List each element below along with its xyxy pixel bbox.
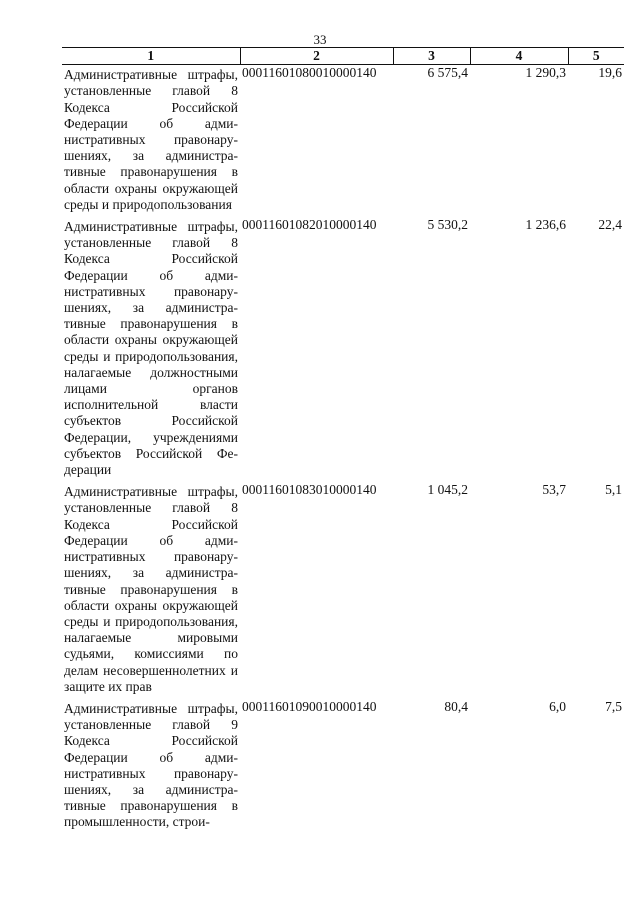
budget-table — [62, 47, 624, 835]
column-header-1: 1 — [62, 48, 240, 65]
column-header-2: 2 — [240, 48, 393, 65]
row-value-col5: 22,4 — [598, 217, 622, 233]
row-value-col3: 80,4 — [444, 698, 468, 714]
row-value-col4: 1 236,6 — [525, 217, 566, 233]
row-code: 00011601082010000140 — [242, 217, 377, 233]
row-value-col4: 6,0 — [549, 698, 566, 714]
row-value-col5: 7,5 — [605, 698, 622, 714]
table-row — [62, 65, 624, 217]
row-value-col5: 19,6 — [598, 65, 622, 81]
table-row — [62, 482, 624, 699]
column-header-5: 5 — [568, 48, 624, 65]
row-value-col4: 1 290,3 — [525, 65, 566, 81]
row-value-col3: 6 575,4 — [427, 65, 468, 81]
row-value-col5: 5,1 — [605, 482, 622, 498]
row-description: Административные штрафы, установленные главой 8 Кодекса Российской Федерации об административных правонарушениях, за административные правонарушения в области охраны окружающей среды и природопользования, налагаемые должностными лицами органов исполнительной власти субъектов Российской Федерации, учреждениями субъектов Российской Федерации — [64, 219, 238, 478]
row-value-col3: 1 045,2 — [427, 482, 468, 498]
row-description: Административные штрафы, установленные главой 8 Кодекса Российской Федерации об административных правонарушениях, за административные правонарушения в области охраны окружающей среды и природопользования — [64, 67, 238, 212]
row-value-col4: 53,7 — [542, 482, 566, 498]
row-code: 00011601090010000140 — [242, 698, 377, 714]
row-description: Административные штрафы, установленные главой 9 Кодекса Российской Федерации об административных правонарушениях, за административные правонарушения в промышленности, строи- — [64, 700, 238, 830]
row-description: Административные штрафы, установленные главой 8 Кодекса Российской Федерации об административных правонарушениях, за административные правонарушения в области охраны окружающей среды и природопользования, налагаемые мировыми судьями, комиссиями по делам несовершеннолетних и защите их прав — [64, 484, 238, 694]
header-row — [62, 48, 624, 65]
row-code: 00011601083010000140 — [242, 482, 377, 498]
row-value-col3: 5 530,2 — [427, 217, 468, 233]
column-header-4: 4 — [470, 48, 568, 65]
page-number: 33 — [313, 32, 327, 47]
table-row — [62, 217, 624, 482]
table-row — [62, 699, 624, 835]
column-header-3: 3 — [393, 48, 470, 65]
row-code: 00011601080010000140 — [242, 65, 377, 81]
